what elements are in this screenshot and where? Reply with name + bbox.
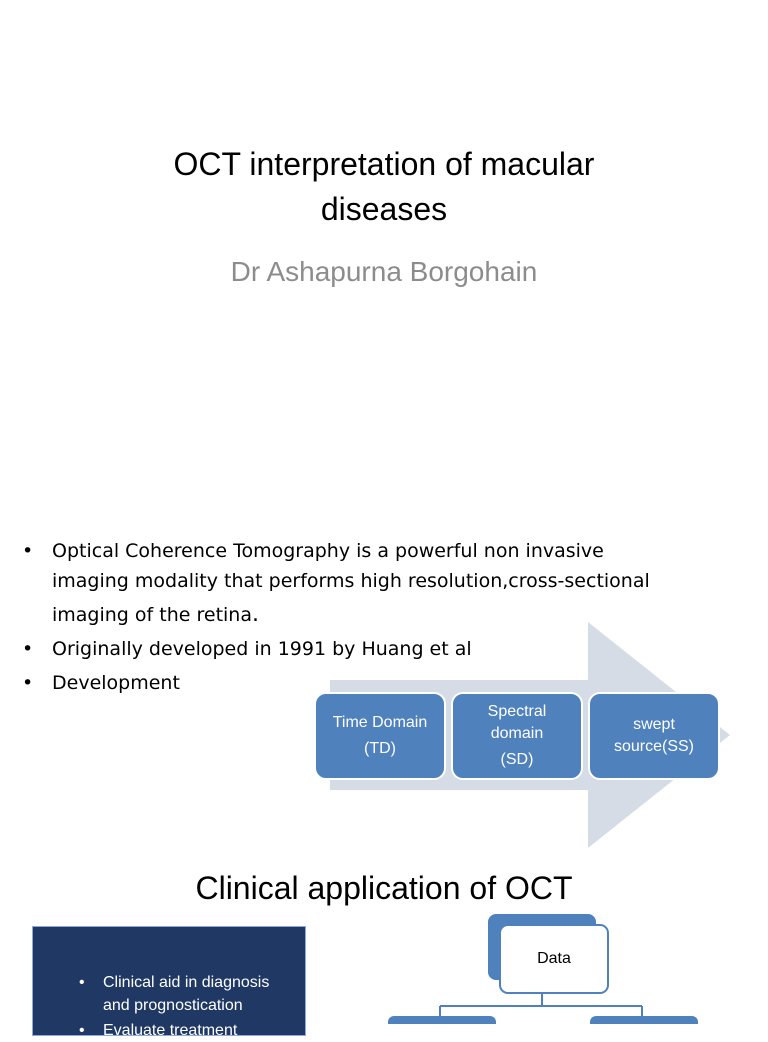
- bullet-oct-line-1: Optical Coherence Tomography is a powerful non invasive: [52, 540, 604, 562]
- tree-child-left-box: [388, 1016, 496, 1024]
- clinical-bullet-diagnosis: [79, 971, 299, 1017]
- process-box-spectral-line-1: Spectral: [487, 703, 547, 720]
- clinical-application-title: Clinical application of OCT: [195, 870, 573, 906]
- process-box-spectral-domain: [451, 692, 583, 780]
- author-name: Dr Ashapurna Borgohain: [230, 256, 538, 287]
- bullet-oct-line-3: [52, 596, 259, 630]
- clinical-panel: [32, 926, 306, 1039]
- clinical-bullet-treatment: • Evaluate treatment: [79, 1019, 299, 1042]
- process-box-swept-line-2: source(SS): [613, 738, 695, 755]
- process-box-swept-source: [588, 692, 720, 780]
- process-box-spectral-line-2: domain: [490, 725, 544, 742]
- bullet-oct-period: .: [251, 602, 259, 627]
- slide-title-line-1: OCT interpretation of macular: [173, 146, 595, 182]
- process-box-swept-line-1: swept: [633, 716, 675, 733]
- bullet-oct-line-2: imaging modality that performs high resolution,cross-sectional: [52, 570, 650, 592]
- process-box-time-domain-line-2: (TD): [364, 740, 396, 757]
- bullet-oct-line-3-text: imaging of the retina: [52, 604, 252, 626]
- tree-root-label: Data: [537, 950, 571, 967]
- bullet-oct-description: [22, 536, 742, 630]
- bullet-origin: • Originally developed in 1991 by Huang et al: [22, 632, 742, 666]
- process-box-spectral-line-3: (SD): [500, 751, 534, 768]
- process-box-time-domain: [314, 692, 446, 780]
- bullet-development: • Development: [22, 666, 742, 700]
- tree-child-right-box: [590, 1016, 698, 1024]
- clinical-bullet-line-2: and prognostication: [103, 997, 243, 1014]
- clinical-bullet-line-1: Clinical aid in diagnosis: [103, 974, 270, 991]
- slide-title-line-2: diseases: [320, 191, 448, 227]
- process-box-time-domain-line-1: Time Domain: [332, 714, 428, 731]
- slide-title: [84, 142, 684, 232]
- clinical-bullet-list: [79, 971, 299, 1042]
